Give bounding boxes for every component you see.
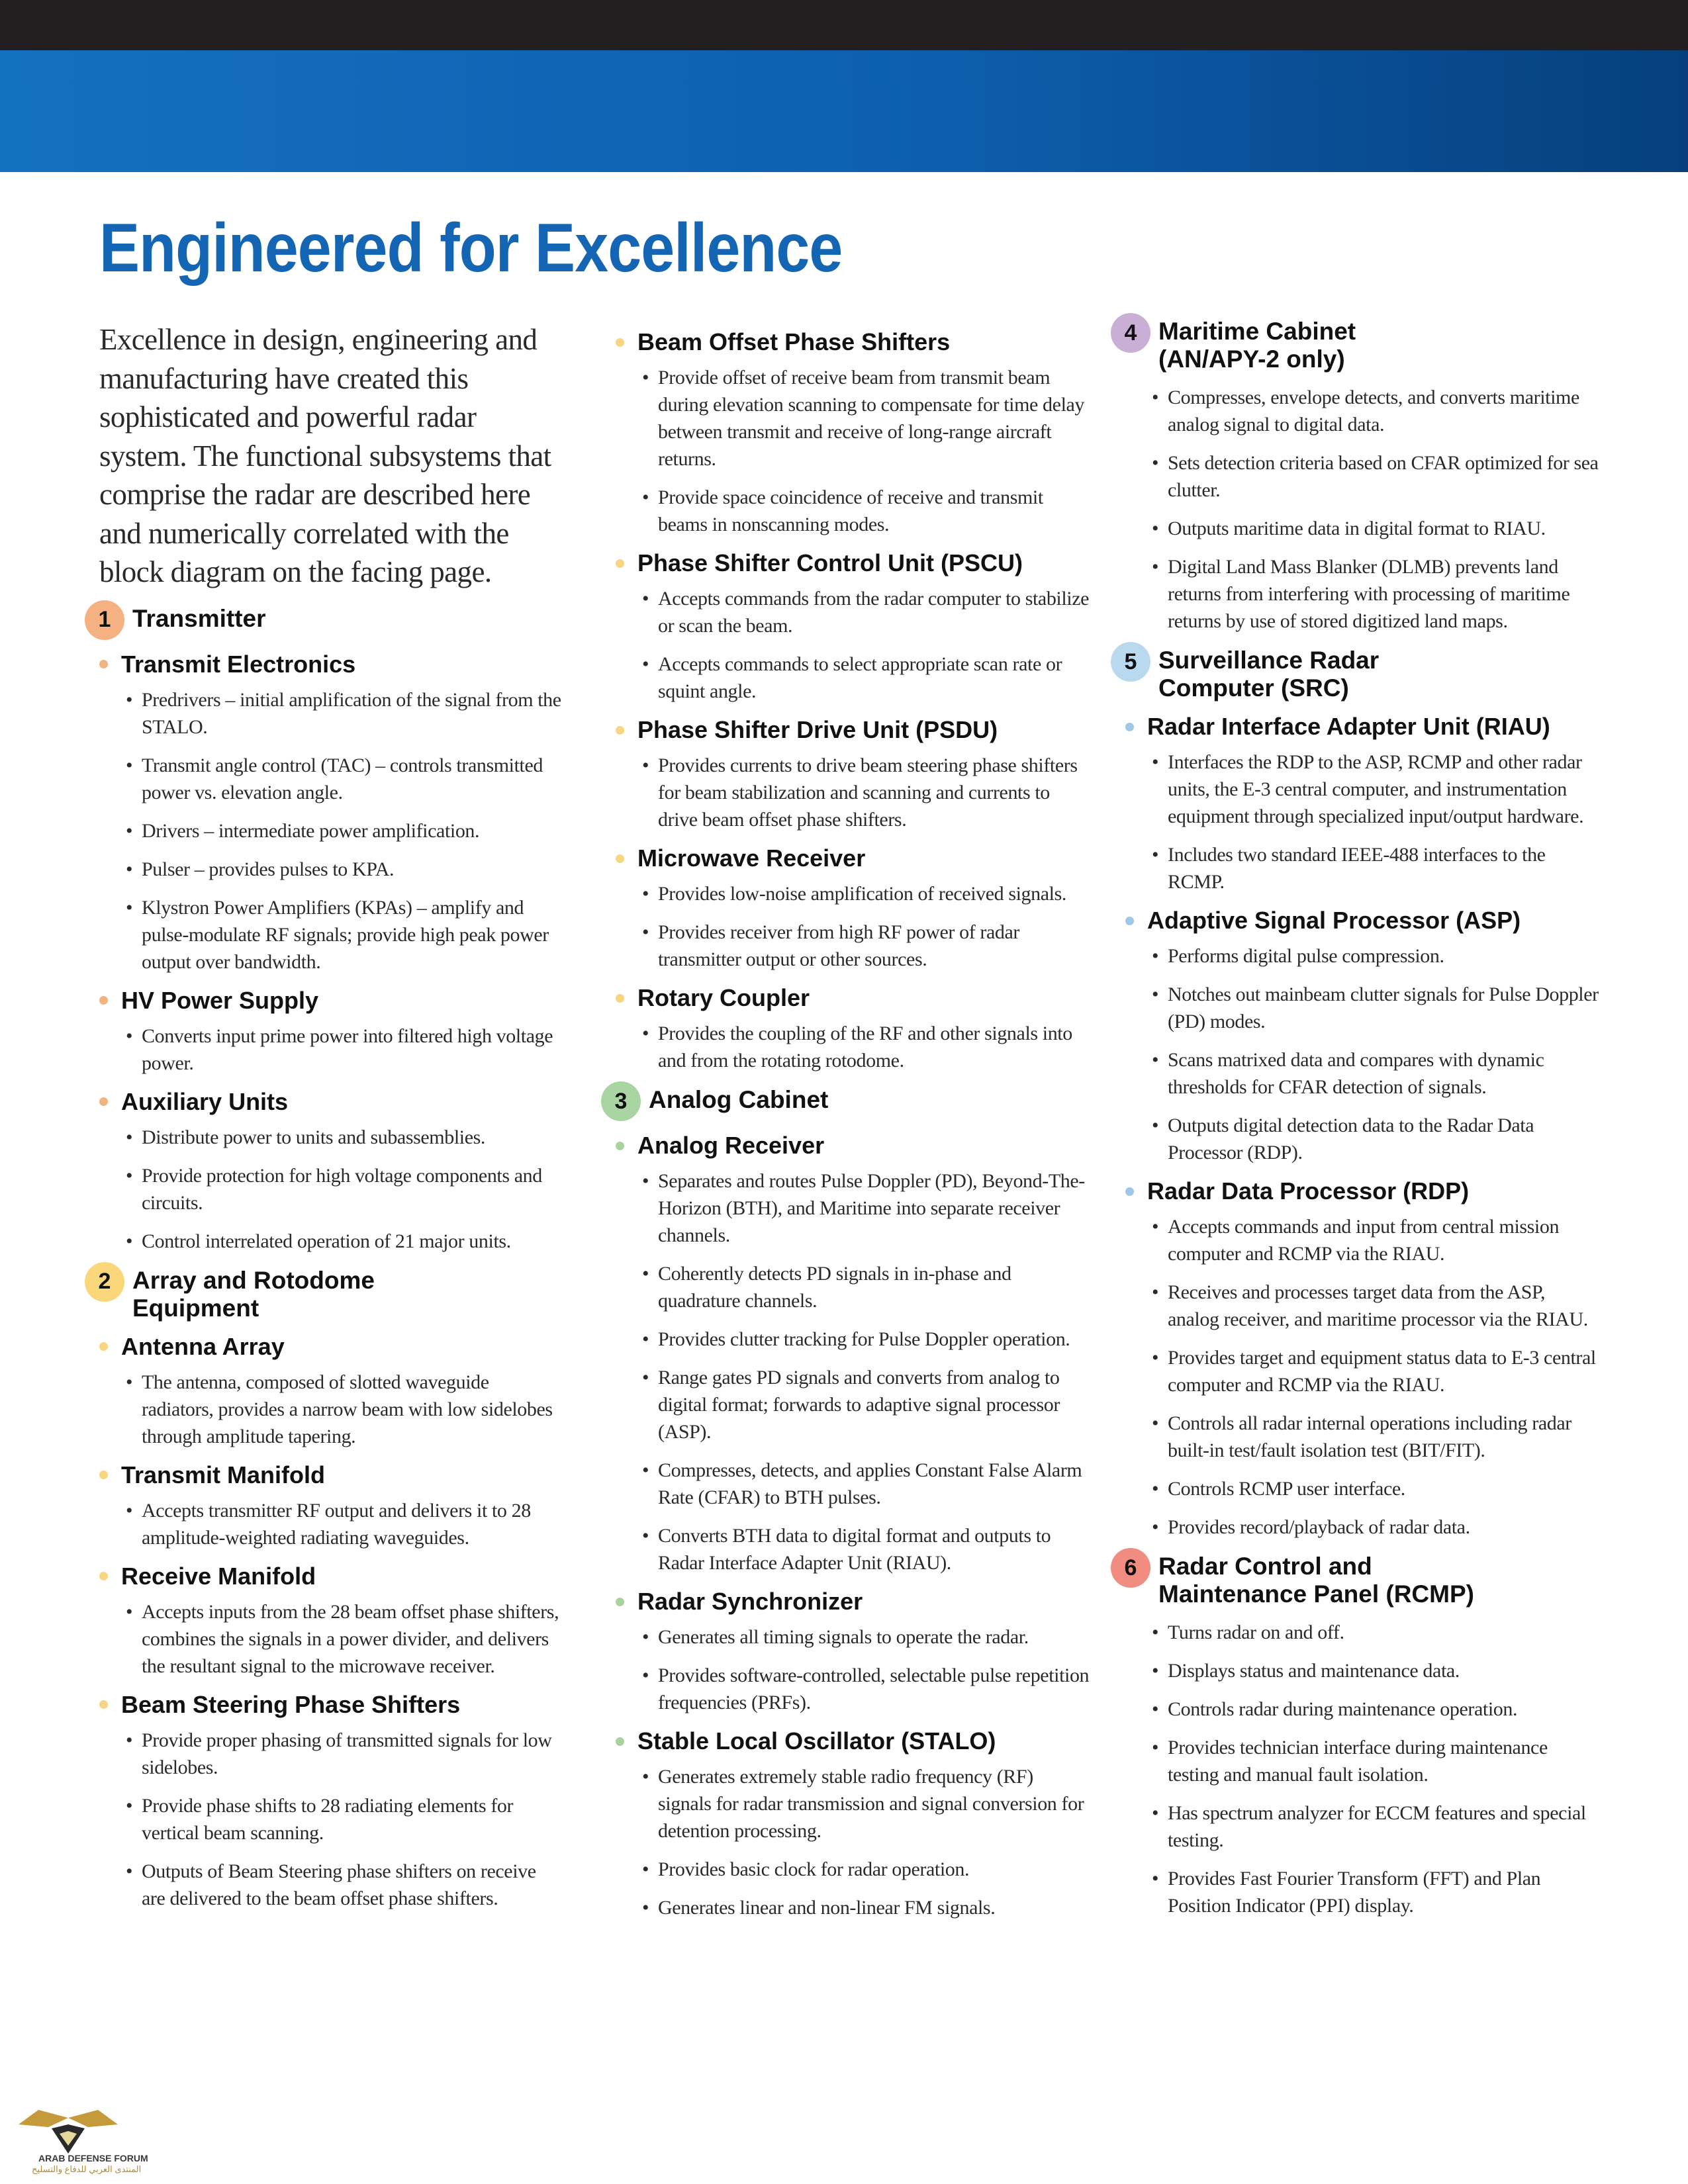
list-item: • Provides record/playback of radar data.: [1152, 1514, 1601, 1541]
column-1: [85, 311, 561, 1923]
list-item: • Provides low-noise amplification of received signals.: [642, 880, 1091, 907]
item-list: [1111, 749, 1601, 895]
section-title: Radar Control and Maintenance Panel (RCMP): [1158, 1553, 1474, 1608]
intro-paragraph: Excellence in design, engineering and manufacturing have created this sophisticated and powerful radar system. The functional subsystems that comprise the radar are described here and numerically correlated with the block diagram on the facing page.: [99, 323, 551, 588]
section-title: Transmitter: [132, 604, 266, 632]
item-list: [85, 1023, 561, 1077]
list-item: • Provides Fast Fourier Transform (FFT) and Plan Position Indicator (PPI) display.: [1152, 1865, 1601, 1919]
list-item: • Accepts transmitter RF output and delivers it to 28 amplitude-weighted radiating waveguides.: [126, 1497, 561, 1551]
subsection-heading: Phase Shifter Control Unit (PSCU): [616, 549, 1091, 577]
section-title: Array and Rotodome Equipment: [132, 1266, 375, 1322]
bullet-dot-icon: [616, 854, 624, 863]
item-list: [85, 1497, 561, 1551]
section-title: Analog Cabinet: [649, 1086, 829, 1113]
list-item: • Provide space coincidence of receive and transmit beams in nonscanning modes.: [642, 484, 1091, 538]
list-item: • Distribute power to units and subassemblies.: [126, 1124, 561, 1151]
bullet-dot-icon: [616, 994, 624, 1003]
item-list: [85, 1369, 561, 1450]
bullet-dot-icon: [99, 1471, 108, 1479]
list-item: • Range gates PD signals and converts from analog to digital format; forwards to adaptive signal processor (ASP).: [642, 1364, 1091, 1445]
list-item: • Provides currents to drive beam steering phase shifters for beam stabilization and scanning and currents to drive beam offset phase shifters.: [642, 752, 1091, 833]
section-title: Maritime Cabinet (AN/APY-2 only): [1158, 318, 1356, 373]
list-item: • Provide offset of receive beam from transmit beam during elevation scanning to compensate for time delay between transmit and receive of long-range aircraft returns.: [642, 364, 1091, 473]
section-maritime-cabinet: [1111, 318, 1601, 373]
list-item: • Has spectrum analyzer for ECCM features and special testing.: [1152, 1799, 1601, 1854]
item-list: [601, 752, 1091, 833]
section-number-badge: 1: [85, 600, 124, 640]
subsection-heading: Receive Manifold: [99, 1563, 561, 1590]
list-item: • Digital Land Mass Blanker (DLMB) prevents land returns from interfering with processing of maritime returns by use of stored digitized land maps.: [1152, 553, 1601, 635]
list-item: • The antenna, composed of slotted waveguide radiators, provides a narrow beam with low sidelobes through amplitude tapering.: [126, 1369, 561, 1450]
bullet-dot-icon: [99, 1572, 108, 1580]
list-item: • Provides receiver from high RF power of radar transmitter output or other sources.: [642, 919, 1091, 973]
bullet-dot-icon: [616, 338, 624, 347]
list-item: • Klystron Power Amplifiers (KPAs) – amplify and pulse-modulate RF signals; provide high peak power output over bandwidth.: [126, 894, 561, 976]
list-item: • Compresses, envelope detects, and converts maritime analog signal to digital data.: [1152, 384, 1601, 438]
bullet-dot-icon: [99, 1342, 108, 1351]
section-title: Surveillance Radar Computer (SRC): [1158, 647, 1380, 702]
list-item: • Sets detection criteria based on CFAR optimized for sea clutter.: [1152, 449, 1601, 504]
item-list: [601, 1020, 1091, 1074]
section-number-badge: 6: [1111, 1548, 1150, 1588]
list-item: • Generates linear and non-linear FM signals.: [642, 1894, 1091, 1921]
bullet-dot-icon: [1125, 917, 1134, 925]
bullet-dot-icon: [616, 726, 624, 735]
subsection-heading: Transmit Manifold: [99, 1461, 561, 1489]
section-number-badge: 2: [85, 1262, 124, 1302]
list-item: • Pulser – provides pulses to KPA.: [126, 856, 561, 883]
section-number-badge: 3: [601, 1081, 641, 1121]
list-item: • Displays status and maintenance data.: [1152, 1657, 1601, 1684]
subsection-heading: Rotary Coupler: [616, 984, 1091, 1012]
bullet-dot-icon: [99, 996, 108, 1005]
section-transmitter: [85, 605, 561, 640]
list-item: • Provide protection for high voltage components and circuits.: [126, 1162, 561, 1216]
list-item: • Provides target and equipment status data to E-3 central computer and RCMP via the RIAU.: [1152, 1344, 1601, 1398]
list-item: • Generates extremely stable radio frequency (RF) signals for radar transmission and signal conversion for detention processing.: [642, 1763, 1091, 1844]
list-item: • Converts input prime power into filtered high voltage power.: [126, 1023, 561, 1077]
list-item: • Provides technician interface during maintenance testing and manual fault isolation.: [1152, 1734, 1601, 1788]
list-item: • Predrivers – initial amplification of the signal from the STALO.: [126, 686, 561, 741]
list-item: • Coherently detects PD signals in in-phase and quadrature channels.: [642, 1260, 1091, 1314]
bullet-dot-icon: [99, 1700, 108, 1709]
list-item: • Includes two standard IEEE-488 interfaces to the RCMP.: [1152, 841, 1601, 895]
subsection-heading: Radar Interface Adapter Unit (RIAU): [1125, 713, 1601, 741]
list-item: • Outputs of Beam Steering phase shifters on receive are delivered to the beam offset phase shifters.: [126, 1858, 561, 1912]
bullet-dot-icon: [99, 660, 108, 668]
section-number-badge: 5: [1111, 642, 1150, 682]
list-item: • Interfaces the RDP to the ASP, RCMP and other radar units, the E-3 central computer, and instrumentation equipment through specialized input/output hardware.: [1152, 749, 1601, 830]
bullet-dot-icon: [1125, 723, 1134, 731]
page-title: Engineered for Excellence: [99, 210, 843, 287]
list-item: • Controls radar during maintenance operation.: [1152, 1696, 1601, 1723]
item-list: [601, 585, 1091, 705]
list-item: • Provide phase shifts to 28 radiating elements for vertical beam scanning.: [126, 1792, 561, 1846]
list-item: • Accepts inputs from the 28 beam offset phase shifters, combines the signals in a power divider, and delivers the resultant signal to the microwave receiver.: [126, 1598, 561, 1680]
section-array-rotodome: [85, 1267, 561, 1322]
logo-arabic-name: المنتدى العربي للدفاع والتسليح: [32, 2164, 142, 2174]
item-list: [1111, 1619, 1601, 1919]
list-item: • Accepts commands from the radar computer to stabilize or scan the beam.: [642, 585, 1091, 639]
item-list: [601, 880, 1091, 973]
list-item: • Separates and routes Pulse Doppler (PD), Beyond-The-Horizon (BTH), and Maritime into separate receiver channels.: [642, 1167, 1091, 1249]
item-list: [1111, 1213, 1601, 1541]
list-item: • Accepts commands to select appropriate scan rate or squint angle.: [642, 651, 1091, 705]
header-banner: [0, 50, 1688, 172]
item-list: [601, 1623, 1091, 1716]
list-item: • Control interrelated operation of 21 major units.: [126, 1228, 561, 1255]
list-item: • Controls RCMP user interface.: [1152, 1475, 1601, 1502]
section-analog-cabinet: [601, 1086, 1091, 1121]
subsection-heading: Analog Receiver: [616, 1132, 1091, 1160]
list-item: • Provides software-controlled, selectable pulse repetition frequencies (PRFs).: [642, 1662, 1091, 1716]
section-surveillance-radar-computer: [1111, 647, 1601, 702]
list-item: • Converts BTH data to digital format and outputs to Radar Interface Adapter Unit (RIAU).: [642, 1522, 1091, 1576]
subsection-heading: Antenna Array: [99, 1333, 561, 1361]
subsection-heading: Auxiliary Units: [99, 1088, 561, 1116]
list-item: • Transmit angle control (TAC) – controls transmitted power vs. elevation angle.: [126, 752, 561, 806]
list-item: • Scans matrixed data and compares with dynamic thresholds for CFAR detection of signals.: [1152, 1046, 1601, 1101]
list-item: • Provide proper phasing of transmitted signals for low sidelobes.: [126, 1727, 561, 1781]
bullet-dot-icon: [616, 1737, 624, 1746]
subsection-heading: Phase Shifter Drive Unit (PSDU): [616, 716, 1091, 744]
item-list: [85, 1598, 561, 1680]
list-item: • Provides basic clock for radar operation.: [642, 1856, 1091, 1883]
list-item: • Drivers – intermediate power amplification.: [126, 817, 561, 844]
list-item: • Outputs digital detection data to the Radar Data Processor (RDP).: [1152, 1112, 1601, 1166]
top-bar: [0, 0, 1688, 50]
list-item: • Notches out mainbeam clutter signals for Pulse Doppler (PD) modes.: [1152, 981, 1601, 1035]
item-list: [601, 1167, 1091, 1576]
item-list: [85, 1727, 561, 1912]
list-item: • Performs digital pulse compression.: [1152, 942, 1601, 970]
list-item: • Turns radar on and off.: [1152, 1619, 1601, 1646]
bullet-dot-icon: [616, 559, 624, 568]
column-3: [1111, 311, 1601, 1931]
list-item: • Receives and processes target data from the ASP, analog receiver, and maritime processor via the RIAU.: [1152, 1279, 1601, 1333]
item-list: [85, 1124, 561, 1255]
item-list: [85, 686, 561, 976]
subsection-heading: Beam Offset Phase Shifters: [616, 328, 1091, 356]
item-list: [1111, 942, 1601, 1166]
list-item: • Outputs maritime data in digital format to RIAU.: [1152, 515, 1601, 542]
list-item: • Provides the coupling of the RF and other signals into and from the rotating rotodome.: [642, 1020, 1091, 1074]
subsection-heading: HV Power Supply: [99, 987, 561, 1015]
item-list: [601, 1763, 1091, 1921]
subsection-heading: Radar Data Processor (RDP): [1125, 1177, 1601, 1205]
section-rcmp: [1111, 1553, 1601, 1608]
subsection-heading: Stable Local Oscillator (STALO): [616, 1727, 1091, 1755]
list-item: • Compresses, detects, and applies Constant False Alarm Rate (CFAR) to BTH pulses.: [642, 1457, 1091, 1511]
bullet-dot-icon: [1125, 1187, 1134, 1196]
bullet-dot-icon: [99, 1097, 108, 1106]
list-item: • Provides clutter tracking for Pulse Doppler operation.: [642, 1326, 1091, 1353]
subsection-heading: Beam Steering Phase Shifters: [99, 1691, 561, 1719]
item-list: [601, 364, 1091, 538]
bullet-dot-icon: [616, 1142, 624, 1150]
subsection-heading: Radar Synchronizer: [616, 1588, 1091, 1615]
subsection-heading: Adaptive Signal Processor (ASP): [1125, 907, 1601, 934]
bullet-dot-icon: [616, 1598, 624, 1606]
subsection-heading: Transmit Electronics: [99, 651, 561, 678]
list-item: • Generates all timing signals to operate the radar.: [642, 1623, 1091, 1651]
section-number-badge: 4: [1111, 313, 1150, 353]
logo-name: ARAB DEFENSE FORUM: [38, 2153, 148, 2163]
column-2: [601, 311, 1091, 1933]
list-item: • Accepts commands and input from central mission computer and RCMP via the RIAU.: [1152, 1213, 1601, 1267]
list-item: • Controls all radar internal operations including radar built-in test/fault isolation test (BIT/FIT).: [1152, 1410, 1601, 1464]
subsection-heading: Microwave Receiver: [616, 844, 1091, 872]
item-list: [1111, 384, 1601, 635]
